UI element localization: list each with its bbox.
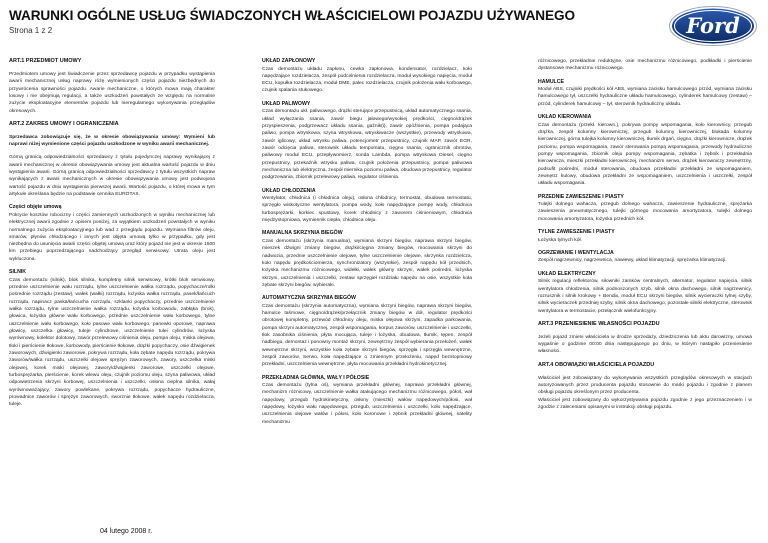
manual-gearbox-heading: MANUALNA SKRZYNIA BIEGÓW [262, 230, 343, 237]
hvac-text: Zespół nagrzewnicy, nagrzewnica, nawiewy, układ klimatyzacji, sprężarka klimatyzacji. [538, 258, 727, 264]
steering-text: Czas demontażu (przekł. kierown.), pokrywa pompy wspomagania, koło kierownicy, przegub drążka, zespół kolumny kierowniczej, przegub kolumny kierowniczej, blokada kolumny kierowniczej, górna tulejka kolumny kierowniczej, tłumik drgań, cięgno, drążki kierownicze, drążek poziomu, pompa wspomagania, zawór sterowania pompą wspomagania, przewody hydrauliczne pompy wspomagania, zbiornik oleju pompy wspomagania, zębatka i zębnik i przekładnia kierownicza, mieszki przekładni kierowniczej, mechanizm serwo, drążek kierowniczy zewnętrzny, podsufit pośredni, moduł sterowania, obudowa przekładni przekładni ze wspomaganiem, zewnętrz kulowy, obudowa przekładni ze wspomaganiem, uszczelnienia i uszczelki, zespół układu wspomagania. [538, 122, 752, 187]
rear-suspension-text: Łożyska tylnych kół. [538, 237, 582, 243]
art4-text: Właściciel jest zobowiązany do wykonywania wszystkich przeglądów okresowych w stacjach autoryzowanych przez producenta pojazdu stosownie do marki pojazdu i zgodnie z planem obsługi pojazdu określonym przez producenta. Właściciel jest zobowiązany do wykorzystywania pojazdu zgodnie z jego przeznaczeniem i w zgodzie z zaleceniami opisanymi w instrukcji obsługi pojazdu. [538, 375, 752, 410]
steering-heading: UKŁAD KIEROWANIA [538, 114, 592, 121]
parts-text: Pokrycie kosztów robocizny i części zamiennych uszkodzonych w wyniku mechanicznej lub elektrycznej awarii zgodnie z opisem poniżej, za wyjątkiem uszkodzeń powstałych w wyniku normalnego zużycia eksploatacyjnego lub wad z przeglądu pojazdu. Wymiana filtrów oleju, smarów, płynów chłodzącego i innych jest objęta umową tylko w przypadku, gdy jest niezbędna do usunięcia awarii części objętej umową oraz który pojazd nie jest w okresie 1500 km przebiegu poprzedzającego nadchodzący przegląd serwisowy. Utrata oleju jest wykluczona. [9, 212, 215, 262]
hvac-heading: OGRZEWANIE I WENTYLACJA [538, 249, 614, 256]
fuel-text: Czas demontażu ukł. paliwowego, drążki sterujące przepustnicą, układ automatycznego ssania, układ wyłączania ssania, zawór biegu jałowego/wysokiej prędkości, cięgno/drążek przyspieszenia, podgrzewacz układu ssania, gaźnik(i), zawór opóźnienia, pompa podająca paliwo, pompa wtryskowa, szyna wtryskowa, wtryskiwacze (wszystkie), przewody wtryskowa, zawór iglicowy, układ wtrysku paliwa, potencjometr przepustnicy, czujnik MAP, zawór EGR, zawór odcięcia paliwa, sterownik układu tempomatu, cięgno ssania, ogranicznik obrotów, paliwowy moduł ECU, przepływomierz, sonda Lambda, pompa wtryskowa Diesel, cięgno przepustnicy, przekaźnik wtrysku paliwa, czujnik położenia przepustnicy, pompa paliwowa mechaniczna lub elektryczna, zespół miernika poziomu paliwa, obudowa przepustnicy, regulator podgrzewania, zbiornik przelewowy paliwa, regulator ciśnienia. [262, 109, 472, 181]
brakes-text: Moduł ABS, czujniki prędkości kół ABS, wymiana zacisku hamulcowego przód, wymiana zacisku hamulcowego tył, uszczelki hydrauliczne układu hamulcowego, cylinderek hamulcowy (zestaw) – przód, cylinderek hamulcowy – tył, sterownik hydrauliczny układu. [538, 87, 752, 107]
column-3 [538, 58, 752, 528]
axle-text-continued: różnicowego, przekładnie reduktyjne, osie mechanizmu różnicowego, podkładki i pierścienie dystansowe mechanizmu różnicowego. [538, 59, 752, 72]
axle-text: Czas demontażu (tylna oś), wymiana przekładni głównej, naprawa przekładni głównej, mechanizm różnicowy, uszczelnienie wałka atakującego mechanizmu różnicowego, półoś, wał napędowy, przegub hydrokinetyczny, osłony (mieszki) wałów napędowych/półosi, wał napędowy, łożysko wału napędowego, przegub, uszczelnienia i uszczelki, koło napędzające, uszczelnienia olejowe wałów i półosi, koło koronowe i zębnik przekładni głównej, satelity mechanizmu [262, 383, 472, 425]
brakes-heading: HAMULCE [538, 78, 564, 85]
rear-suspension-heading: TYLNE ZAWIESZENIE I PIASTY [538, 229, 615, 236]
ignition-text: Czas demontażu układu zapłonu, cewka zapłonowa, kondensator, rozdzielacz, koło napędzające rozdzielacza, zespół podciśnienia rozdzielacza, moduł wysokiego napięcia, moduł ECU, kopułka rozdzielacza, moduł DME, palec rozdzielacza, czujnik położenia wału korbowego, czujnik spalania stukowego. [262, 66, 472, 94]
art1-heading: ART.1 PRZEDMIOT UMOWY [9, 58, 82, 64]
manual-gearbox-text: Czas demontażu (skrzynia manualna), wymiana skrzyni biegów, naprawa skrzyni biegów, mieszek dźwigni zmiany biegów, drążki/cięgna zmiany biegów, mocowania skrzyni do nadwozia, przednie uszczelnienie olejowe, tylne uszczelnienie olejowe, skrzynka rozdzielcza, koło napędu prędkościomierza, synchronizatory (wszystkie), zespół napędu kół przednich, łożyska mechanizmu różnicowego, widełki, wałek główny skrzyni, wałek pośredni, łożyska skrzyni, uszczelnienia i uszczelki, zestaw sprzęgieł rozdziału napędu na osie, wszystkie koła zębate skrzyni biegów, wybieraki. [262, 238, 472, 288]
art4-heading: ART.4 OBOWIĄZKI WŁAŚCICIELA POJAZDU [538, 361, 655, 368]
document-title: WARUNKI OGÓLNE USŁUG ŚWIADCZONYCH WŁAŚCICIELOWI POJAZDU UŻYWANEGO [9, 8, 575, 23]
front-suspension-text: Tulejki dolnego wahacza, przegub dolnego wahacza, zawieszenie hydrauliczne, sprężarka zawieszenia pneumatycznego, tulejki górnego mocowania amortyzatora, tulejki dolnego mocowania amortyzatora, łożyska przednich kół. [538, 202, 752, 222]
electrical-heading: UKŁAD ELEKTRYCZNY [538, 270, 596, 277]
fuel-heading: UKŁAD PALIWOWY [262, 100, 311, 107]
cooling-heading: UKŁAD CHŁODZENIA [262, 187, 316, 194]
art3-heading: ART.3 PRZENIESIENIE WŁASNOŚCI POJAZDU [538, 320, 660, 327]
ford-logo [668, 5, 758, 47]
engine-text: Czas demontażu (silnik), blok silnika, kompletny silnik serwisowy, krótki blok serwisowy, przednie uszczelnienie wału rozrządu, tylne uszczelnienie wałka rozrządu, popychacze/rolki pośrednie rozrządu (zestaw), wałek (wałki) rozrządu, łożyska wałka rozrządu, pasek/łańcuch rozrządu, napinacz paska/łańcucha rozrządu, szklanki popychaczy, przednie uszczelnienie wałka rozrządu, tylne uszczelnienie wałka rozrządu, łożyska korbowodu, zabłąka (brok), głowica, łożyska główne wału korbowego, przednie uszczelnienie wału korbowego, tylne uszczelnienie wału korbowego, koło pasowe wału korbowego, panewki oporowe, naprawa głowicy, uszczelka głowicy, tuleje cylindrowe, uszczelnienie tulei cylindrów, łożyska wyrównowy, kolektor dolotowy, zawór przelewowy ciśnienia oleju, pompa oleju, miska olejowa, tłoki i pierścienie tłokowe, korbowody, pierścienie tłokowe, drążki popychaczy, osie dźwigienek zaworowych, dźwigienki zaworowe, pokrywa rozrządu, koła zębate napędu rozrządu, pokrywa zaworów/wałka rozrządu, uszczelki olejowe sprężyn zaworowych, zawory, uszczelka miski olejowej, korek miski olejowej, zawory/dźwigienki zaworowe, uszczelki olejowe, turbosprężarka, pierścienie, korek wlewu oleju, czujnik poziomu oleju, szyna paliwowa, układ odpowietrzenia skrzyni korbowej, uszczelnienia i uszczelki, osłona cieplna silnika, wałaj wyrównoważający, zawory powlekane, pokrywa rozrządu, popychacze hydrauliczne, prowadnice zaworów i sprężyn zaworowych, sworznie tłokowe, wałek napędu rozdzielacza, tuleje. [9, 277, 215, 408]
art2-heading: ART.2 ZAKRES UMOWY I OGRANICZENIA [9, 120, 119, 127]
art2-text: Górną granicą odpowiedzialności sprzedawcy z tytułu pojedynczej naprawy wynikającej z awarii mechanicznej w okresie obowiązywania umowy jest aktualna wartość pojazdu w dniu wystąpienia awarii. Górną granicą odpowiedzialności sprzedawcy z tytułu wszystkich napraw wynikających z awarii mechanicznych w okresie obowiązywania umowy jest podwojona wartość pojazdu w dniu wystąpienia pierwszej awarii. Wartość pojazdu, o której mowa w tym artykule określana będzie na podstawie cennika EUROTAX. [9, 155, 215, 198]
page-number: Strona 1 z 2 [9, 26, 53, 35]
front-suspension-heading: PRZEDNIE ZAWIESZENIE I PIASTY [538, 193, 624, 200]
parts-heading: Części objęte umową [9, 204, 62, 211]
column-1 [9, 58, 215, 528]
automatic-gearbox-text: Czas demontażu (skrzynia automatyczna), wymiana skrzyni biegów, naprawa skrzyni biegów, hamulce taśmowe, cięgno/drążek/przełącznik zmiany biegów w dół, regulator prędkości obrotowej kompletny, przewód chłodnicy oleju, miska olejowa skrzyni, zapadka parkowania, pompa skrzyni automatycznej, zespół wspomagania, korpus zaworów, uszczelnienie i uszczelki, tłok zasobnika ciśnienia, płyta mocująca, tuleje i łożyska, obudowa, tłumik, tępen, zespół nadbiegu, demontaż i ponowny montaż skrzyni, zewnętrzny zespół wybierania przełożeń, wałek wewnętrzne skrzyni, wszystkie koła zębate skrzyni biegów, sprzęgła i sprzęgła wewnętrzne, zespół zaworów, Serwo, koła napędzające o zmiennym przełożeniu, napęd bezstopniowy przekładni, uszczelnienia wewnętrzne, płyta mocowania przekładni hydrokinetycznej. [262, 303, 472, 368]
art3-text: Jeżeli pojazd zmieni właściciela w drodze sprzedaży, dziedziczenia lub aktu darowizny, umowa wygaśnie o godzinie 00:00 dnia następującego po dniu, w którym nastąpiło przeniesienie własności. [538, 334, 752, 355]
axle-heading: PRZEKŁADNIA GŁÓWNA, WAŁY I PÓŁOSIE [262, 374, 370, 381]
automatic-gearbox-heading: AUTOMATYCZNA SKRZYNIA BIEGÓW [262, 295, 356, 302]
page-header [0, 0, 768, 58]
column-2 [262, 58, 472, 528]
ignition-heading: UKŁAD ZAPŁONOWY [262, 58, 316, 64]
electrical-text: Silnik regulacji reflektorów, siłowniki zamków centralnych, alternator, regulator napięcia, silnik wentylatora chłodzenia, silnik podnoszonych szyb, silnik okna dachowego, silnik nagrzewnicy, rozrusznik i silnik krokowy + Bendix, moduł ECU skrzyni biegów, silnik wycieraczki tylnej szyby, silnik wycieraczek przedniej szyby, silnik okna dachowego, pozostałe silniki elektryczne, sterownik wentylatora w termostacie, przełącznik wielofunkcyjny. [538, 279, 752, 314]
ford-logo-text: Ford [686, 13, 740, 38]
engine-heading: SILNIK [9, 269, 27, 276]
art1-text: Przedmiotem umowy jest świadczenie przez sprzedawcę pojazdu w przypadku wystąpienia awarii mechanicznej usług naprawy różę wymienionych części pojazdu niezbędnych do przywrócenia sprawności pojazdu. Awarie mechaniczne, o których mowa mają charakter losowy i nie obejmują regulacji, a także uszkodzeń powstałych ze względu na normalne zużycie eksploatacyjne elementów pojazdu lub nieregulamego wykonywania przeglądów okresowych. [9, 71, 215, 114]
cooling-text: Wentylator, chłodnica (i chłodnica oleju), osłona chłodnicy, termostat, obudowa termostatu, sprzęgło wiskotyczne wentylatora, pompa wody, koło napędzające pompę wody, chłodnica turbosprężarki, korkiec spustowy, korek chłodnicy z zaworem ciśnieniowym, chłodnica międzystopniowa, wymiennik ciepła, chłodnica oleju. [262, 196, 472, 224]
document-date: 04 lutego 2008 r. [100, 528, 153, 535]
art2-subheading: Sprzedawca zobowiązuje się, że w okresie obowiązywania umowy: Wymieni lub naprawi niżej wymienione części pojazdu uszkodzone w wyniku awarii mechanicznej. [9, 134, 215, 148]
